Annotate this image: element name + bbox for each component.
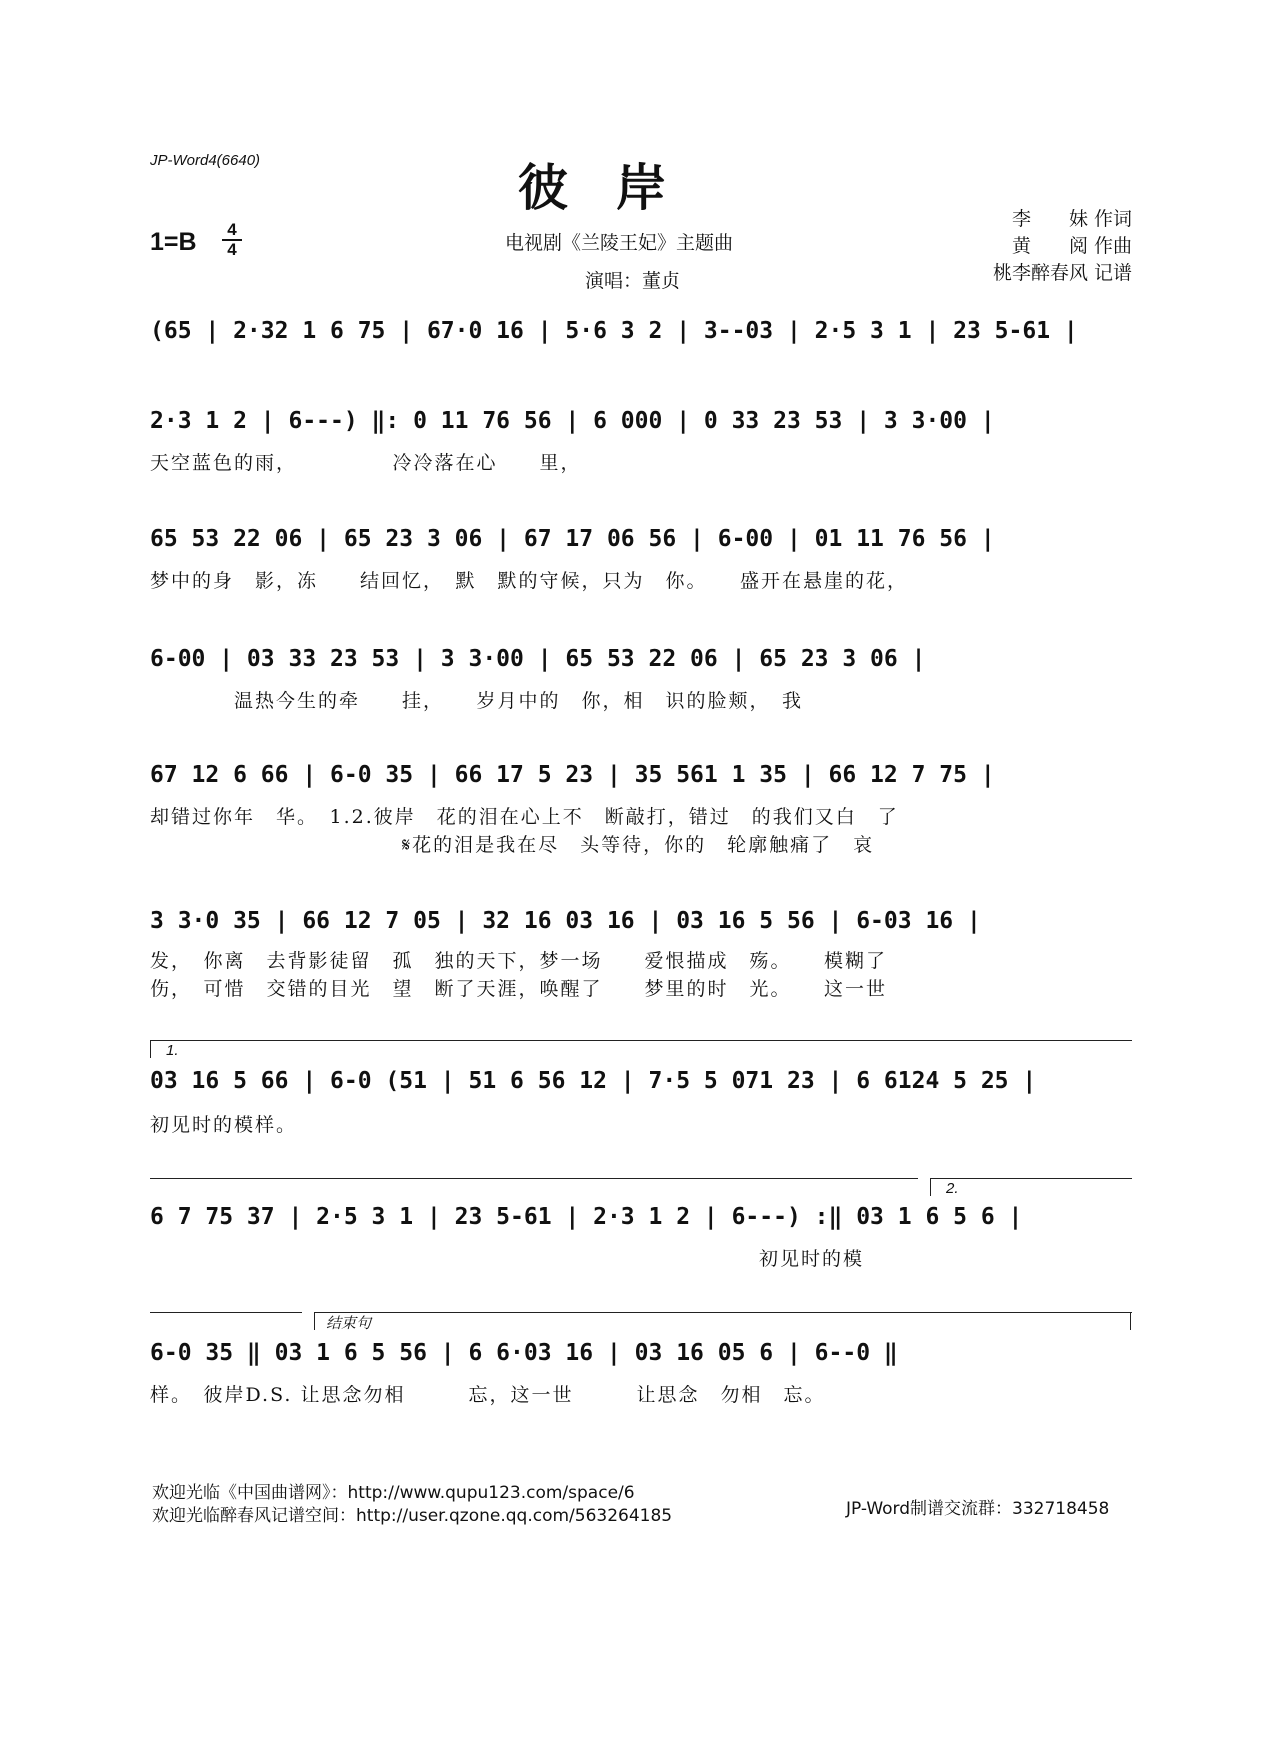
notation-line-5: 67 12 6 66 | 6-0 35 | 66 17 5 23 | 35 561 1 35 | 66 12 7 75 |: [150, 762, 995, 788]
singer: 演唱：董贞: [585, 270, 681, 292]
time-signature: [222, 222, 242, 258]
lyric-line-5-2: 𝄋花的泪是我在尽 头等待，你的 轮廓触痛了 哀: [150, 834, 875, 856]
credits: [993, 206, 1132, 287]
ending-continuation-bracket: [150, 1312, 302, 1313]
lyric-line-6-2: 伤， 可惜 交错的目光 望 断了天涯，唤醒了 梦里的时 光。 这一世: [150, 978, 888, 1000]
lyric-line-9-1: 样。 彼岸D.S. 让思念勿相 忘，这一世 让思念 勿相 忘。: [150, 1384, 826, 1406]
footer-link-qupu: 欢迎光临《中国曲谱网》：http://www.qupu123.com/space/6: [152, 1483, 635, 1503]
source-tag: JP-Word4(6640): [150, 152, 261, 169]
transcriber-credit: 桃李醉春风 记谱: [992, 262, 1132, 284]
notation-line-1: (65 | 2·32 1 6 75 | 67·0 16 | 5·6 3 2 | 3--03 | 2·5 3 1 | 23 5-61 |: [150, 318, 1078, 344]
notation-line-4: 6-00 | 03 33 23 53 | 3 3·00 | 65 53 22 06 | 65 23 3 06 |: [150, 646, 926, 672]
lyric-line-6-1: 发， 你离 去背影徒留 孤 独的天下，梦一场 爱恨描成 殇。 模糊了: [150, 950, 888, 972]
notation-line-9: 6-0 35 ‖ 03 1 6 5 56 | 6 6·03 16 | 03 16 05 6 | 6--0 ‖: [150, 1340, 898, 1366]
notation-line-3: 65 53 22 06 | 65 23 3 06 | 67 17 06 56 | 6-00 | 01 11 76 56 |: [150, 526, 995, 552]
lyric-line-4-1: 温热今生的牵 挂， 岁月中的 你，相 识的脸颊， 我: [150, 690, 804, 712]
song-title: 彼岸: [518, 158, 714, 217]
lyric-line-7-1: 初见时的模样。: [150, 1114, 298, 1136]
lyric-line-3-1: 梦中的身 影，冻 结回忆， 默 默的守候，只为 你。 盛开在悬崖的花，: [150, 570, 909, 592]
subtitle: 电视剧《兰陵王妃》主题曲: [505, 232, 734, 254]
volta-2-hook: [930, 1178, 931, 1196]
ending-bracket: [314, 1312, 1132, 1313]
ending-label: 结束句: [326, 1315, 372, 1332]
ending-hook-left: [314, 1312, 315, 1330]
time-sig-bottom: 4: [227, 240, 237, 259]
lyric-line-2-1: 天空蓝色的雨， 冷冷落在心 里，: [150, 452, 582, 474]
volta-1-hook: [150, 1040, 151, 1058]
notation-line-6: 3 3·0 35 | 66 12 7 05 | 32 16 03 16 | 03 16 5 56 | 6-03 16 |: [150, 908, 981, 934]
lyricist-credit: 李 妹 作词: [1011, 208, 1132, 230]
time-sig-top: 4: [227, 220, 237, 239]
footer-links: [152, 1482, 672, 1528]
ending-hook-right: [1130, 1312, 1131, 1330]
lyric-line-8-1: 初见时的模: [150, 1248, 865, 1270]
volta-2-label: 2.: [946, 1180, 959, 1197]
lyric-line-5-1: 却错过你年 华。 1.2.彼岸 花的泪在心上不 断敲打，错过 的我们又白 了: [150, 806, 899, 828]
volta-1-bracket: [150, 1040, 1132, 1041]
footer-link-qzone: 欢迎光临醉春风记谱空间：http://user.qzone.qq.com/563264185: [152, 1506, 673, 1526]
volta-1-label: 1.: [166, 1042, 179, 1059]
notation-line-2: 2·3 1 2 | 6---) ‖: 0 11 76 56 | 6 000 | 0 33 23 53 | 3 3·00 |: [150, 408, 995, 434]
notation-line-8: 6 7 75 37 | 2·5 3 1 | 23 5-61 | 2·3 1 2 | 6---) :‖ 03 1 6 5 6 |: [150, 1204, 1023, 1230]
composer-credit: 黄 阅 作曲: [1011, 235, 1132, 257]
volta-continuation-bracket: [150, 1178, 918, 1179]
volta-2-bracket: [930, 1178, 1132, 1179]
notation-line-7: 03 16 5 66 | 6-0 (51 | 51 6 56 12 | 7·5 5 071 23 | 6 6124 5 25 |: [150, 1068, 1037, 1094]
footer-group: JP-Word制谱交流群：332718458: [846, 1499, 1110, 1519]
key-signature: 1=B: [150, 228, 197, 256]
